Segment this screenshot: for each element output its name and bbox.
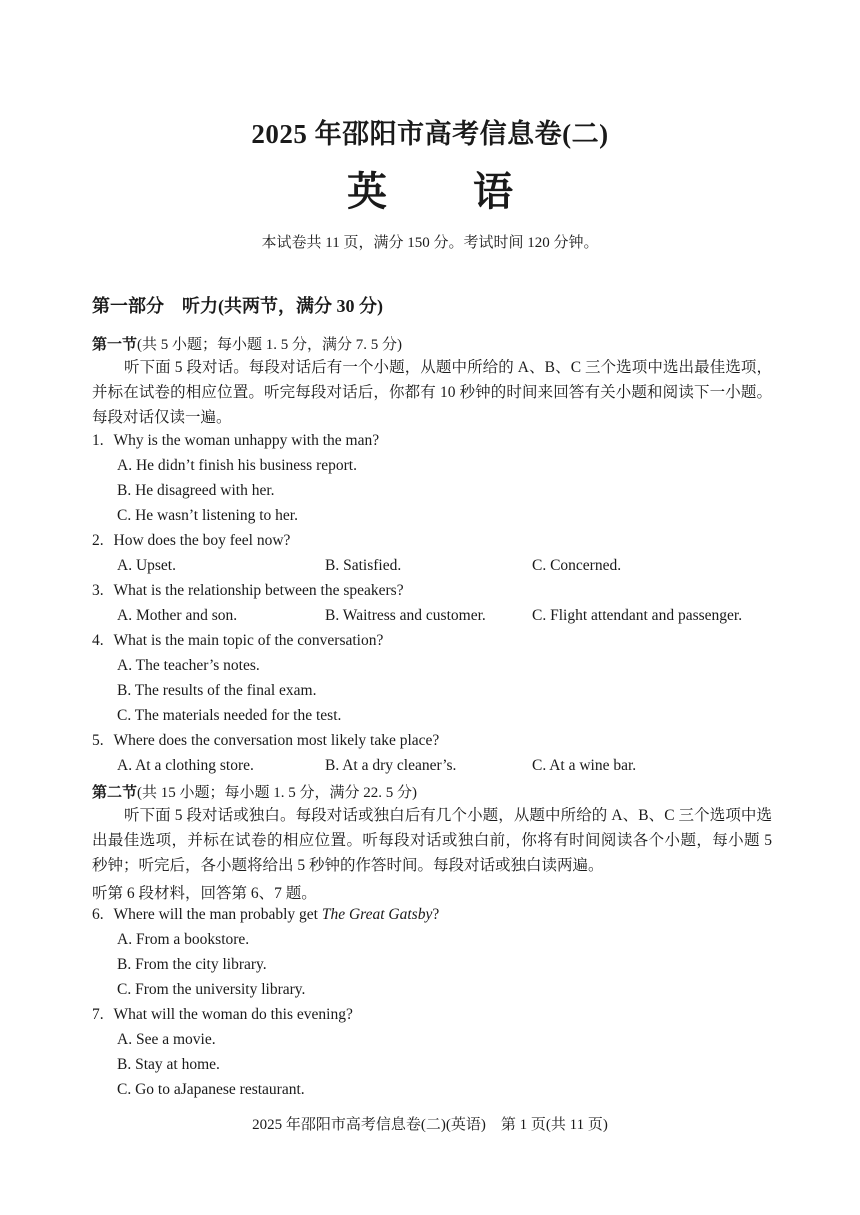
section2-instruction: 听下面 5 段对话或独白。每段对话或独白后有几个小题，从题中所给的 A、B、C 三个选项中选出最佳选项，并标在试卷的相应位置。听每段对话或独白前，你将有时间阅读各个小题，每小题 5 秒钟；听完后，各小题将给出 5 秒钟的作答时间。每段对话或独白读两遍。: [92, 807, 772, 874]
question-1: [92, 432, 379, 450]
q5-option-c: C. At a wine bar.: [532, 757, 637, 774]
question-number: 7.: [92, 1006, 104, 1023]
q7-option-b: B. Stay at home.: [117, 1056, 220, 1073]
question-2: [92, 532, 290, 550]
q2-option-b: B. Satisfied.: [325, 557, 402, 574]
question-text: Where does the conversation most likely take place?: [113, 732, 440, 749]
q2-option-a: A. Upset.: [117, 557, 176, 574]
question-5: [92, 732, 439, 750]
q5-option-a: A. At a clothing store.: [117, 757, 254, 774]
q4-option-b: B. The results of the final exam.: [117, 682, 317, 699]
question-number: 6.: [92, 906, 104, 923]
q1-option-c: C. He wasn’t listening to her.: [117, 507, 298, 524]
book-title: The Great Gatsby: [321, 906, 433, 923]
q3-option-a: A. Mother and son.: [117, 607, 238, 624]
material-note: 听第 6 段材料，回答第 6、7 题。: [92, 885, 317, 902]
question-3: [92, 582, 404, 600]
question-7: [92, 1006, 353, 1024]
question-text: What is the main topic of the conversation?: [113, 632, 384, 649]
q6-option-c: C. From the university library.: [117, 981, 306, 998]
q7-option-c: C. Go to aJapanese restaurant.: [117, 1081, 305, 1098]
question-text: [114, 906, 440, 923]
q1-option-b: B. He disagreed with her.: [117, 482, 275, 499]
question-text-start: Where will the man probably get: [113, 906, 322, 923]
q5-option-b: B. At a dry cleaner’s.: [325, 757, 457, 774]
question-6: [92, 906, 439, 924]
q1-option-a: A. He didn’t finish his business report.: [117, 457, 357, 474]
section1-detail: (共 5 小题；每小题 1. 5 分，满分 7. 5 分): [137, 337, 403, 353]
question-text: What is the relationship between the speakers?: [113, 582, 404, 599]
question-number: 2.: [92, 532, 104, 549]
q4-option-a: A. The teacher’s notes.: [117, 657, 260, 674]
q7-option-a: A. See a movie.: [117, 1031, 216, 1048]
q2-option-c: C. Concerned.: [532, 557, 622, 574]
q6-option-a: A. From a bookstore.: [117, 931, 250, 948]
question-number: 1.: [92, 432, 104, 449]
q6-option-b: B. From the city library.: [117, 956, 267, 973]
question-number: 3.: [92, 582, 104, 599]
question-text-end: ?: [432, 906, 440, 923]
question-number: 4.: [92, 632, 104, 649]
question-text: Why is the woman unhappy with the man?: [113, 432, 380, 449]
q4-option-c: C. The materials needed for the test.: [117, 707, 342, 724]
section2-label: 第二节: [92, 785, 138, 801]
part-title: 第一部分 听力(共两节，满分 30 分): [92, 296, 383, 316]
section1-title: [92, 333, 402, 354]
subject-title: 英 语: [347, 169, 551, 214]
exam-info: 本试卷共 11 页，满分 150 分。考试时间 120 分钟。: [261, 235, 599, 251]
q3-option-b: B. Waitress and customer.: [325, 607, 486, 624]
section2-detail: (共 15 小题；每小题 1. 5 分，满分 22. 5 分): [137, 785, 418, 801]
question-number: 5.: [92, 732, 104, 749]
question-4: [92, 632, 383, 650]
section2-title: [92, 781, 417, 802]
q3-option-c: C. Flight attendant and passenger.: [532, 607, 743, 624]
page-footer: 2025 年邵阳市高考信息卷(二)(英语) 第 1 页(共 11 页): [252, 1117, 608, 1133]
section1-label: 第一节: [92, 337, 138, 353]
question-text: How does the boy feel now?: [113, 532, 291, 549]
exam-title: 2025 年邵阳市高考信息卷(二): [251, 119, 609, 149]
question-text: What will the woman do this evening?: [113, 1006, 353, 1023]
section1-instruction: 听下面 5 段对话。每段对话后有一个小题，从题中所给的 A、B、C 三个选项中选出最佳选项，并标在试卷的相应位置。听完每段对话后，你都有 10 秒钟的时间来回答有关小题和阅读下一小题。每段对话仅读一遍。: [92, 359, 772, 426]
